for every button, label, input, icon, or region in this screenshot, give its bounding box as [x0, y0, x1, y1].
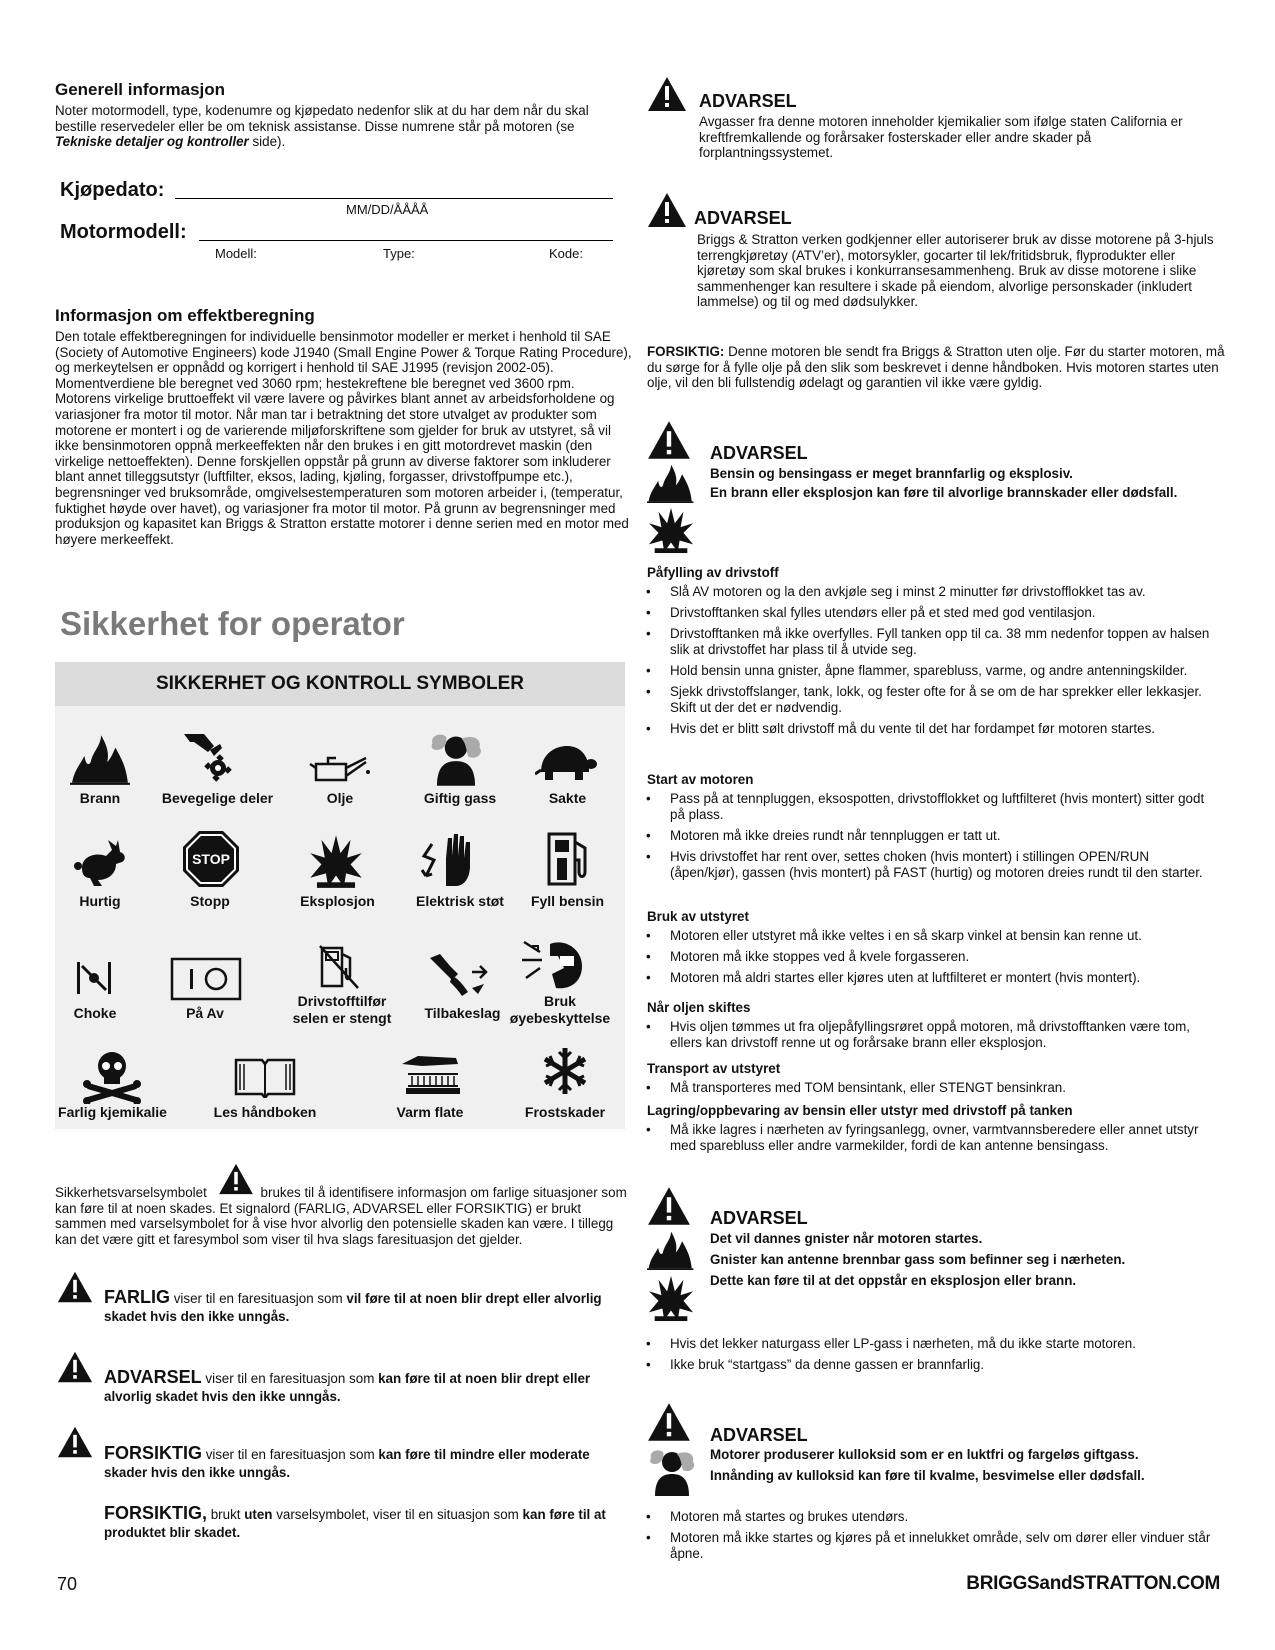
fast-label: Hurtig: [79, 893, 121, 909]
notice-definition: FORSIKTIG, brukt uten varselsymbolet, viser til en situasjon som kan føre til at produktet blir skadet.: [104, 1503, 606, 1540]
fuel-label: Fyll bensin: [530, 893, 605, 909]
toxic-gas-label: Giftig gass: [423, 790, 497, 806]
power-rating-text: Den totale effektberegningen for individuelle bensinmotor modeller er merket i henhold til SAE (Society of Automotive Engineers) kode J1940 (Small Engine Power & Torque Rating Procedure), og merkeytelsen er oppnådd og korrigert i henhold til SAE J1995 (revisjon 2002-05). Momentverdiene ble beregnet ved 3060 rpm; hestekreftene ble beregnet ved 3600 rpm. Motorens virkelige bruttoeffekt vil være lavere og påvirkes blant annet av arbeidsforholdene og variasjoner fra motor til motor. Når man tar i betraktning det store utvalget av produkter som motorene er montert i og de varierende miljøforskriftene som gjelder for bruk av utstyret, så vil ikke bensinmotoren oppnå merkeeffekten når den brukes i en gitt motordrevet maskin (den virkelige nettoeffekten). Denne forskjellen oppstår på grunn av diverse faktorer som inkluderer blant annet tilleggsutstyr (luftfilter, eksos, lading, kjøling, forgasser, drivstoffpumpe etc.), begrensninger ved bruksområde, omgivelsestemperaturen som motoren arbeider i, (temperatur, fuktighet høyde over havet), og variasjoner fra motor til motor. På grunn av begrensninger med produksjon og kapasitet kan Briggs & Stratton erstatte motorer i denne serien med en motor med høyere merkeeffekt.: [55, 329, 632, 547]
warning-4-triangle-icon: [647, 1186, 691, 1226]
list-item: • Hold bensin unna gnister, åpne flammer, sparebluss, varme, og andre antenningskilder.: [645, 663, 1225, 679]
frostbite-snowflake-icon: [540, 1046, 590, 1096]
on-off-icon: [170, 957, 242, 1001]
list-item: • Hvis oljen tømmes ut fra oljepåfyllingsrøret oppå motoren, må drivstofftanken være tom, ellers kan drivstoff renne ut og forårsake brann eller eksplosjon.: [645, 1019, 1225, 1051]
website-url: BRIGGSandSTRATTON.COM: [966, 1573, 1220, 1594]
caution-no-oil-text: FORSIKTIG: Denne motoren ble sendt fra Briggs & Stratton uten olje. Før du starter motoren, må du sørge for å fylle olje på den slik som beskrevet i denne håndboken. Hvis motoren startes uten olje, vil den bli fullstendig ødelagt og garantien vil ikke være gyldig.: [647, 344, 1225, 391]
list-item: • Ikke bruk “startgass” da denne gassen er brannfarlig.: [645, 1357, 1225, 1373]
choke-label: Choke: [73, 1005, 117, 1021]
stop-sign-icon: [182, 830, 240, 888]
power-rating-title: Informasjon om effektberegning: [55, 306, 315, 325]
list-item: • Slå AV motoren og la den avkjøle seg i minst 2 minutter før drivstofflokket tas av.: [645, 584, 1225, 600]
hot-surface-label: Varm flate: [396, 1104, 464, 1120]
moving-parts-icon: [180, 730, 236, 786]
fuel-shutoff-label: Drivstofftilfør selen er stengt: [292, 993, 392, 1026]
type-label: Type:: [383, 246, 415, 261]
warning-3-explosion-icon: [647, 506, 695, 554]
stop-sign-text: STOP: [192, 851, 230, 867]
danger-definition: FARLIG viser til en faresituasjon som vil føre til at noen blir drept eller alvorlig skadet hvis den ikke unngås.: [104, 1287, 602, 1324]
warning-5-toxic-gas-icon: [647, 1448, 697, 1498]
warning-4-line-3: Dette kan føre til at det oppstår en eksplosjon eller brann.: [710, 1273, 1077, 1288]
list-item: • Motoren må startes og brukes utendørs.: [645, 1509, 1225, 1525]
danger-triangle-icon: [57, 1270, 93, 1304]
warning-5-triangle-icon: [647, 1402, 691, 1442]
chemical-label: Farlig kjemikalie: [58, 1104, 167, 1120]
equipment-use-title: Bruk av utstyret: [647, 909, 749, 924]
warning-3-title: ADVARSEL: [710, 443, 808, 463]
choke-icon: [74, 958, 114, 998]
kickback-label: Tilbakeslag: [424, 1005, 501, 1021]
warning-1-triangle-icon: [647, 76, 687, 112]
list-item: • Motoren eller utstyret må ikke veltes i en så skarp vinkel at bensin kan renne ut.: [645, 928, 1225, 944]
warning-4-explosion-icon: [647, 1274, 695, 1322]
frostbite-label: Frostskader: [524, 1104, 606, 1120]
warning-2-triangle-icon: [647, 192, 687, 228]
electric-shock-label: Elektrisk støt: [416, 893, 504, 909]
warning-5-title: ADVARSEL: [710, 1425, 808, 1445]
storage-list: [645, 1122, 1225, 1159]
rabbit-icon: [72, 838, 128, 888]
warning-3-triangle-icon: [647, 420, 691, 460]
moving-parts-label: Bevegelige deler: [161, 790, 274, 806]
warning-triangle-icon: [57, 1350, 93, 1384]
turtle-icon: [535, 742, 597, 782]
list-item: • Hvis det lekker naturgass eller LP-gass i nærheten, må du ikke starte motoren.: [645, 1336, 1225, 1352]
warning-4-title: ADVARSEL: [710, 1208, 808, 1228]
fire-icon: [70, 733, 132, 785]
fuel-pump-icon: [545, 832, 593, 888]
eye-protection-icon: [520, 938, 586, 992]
oil-can-icon: [308, 752, 372, 784]
explosion-label: Eksplosjon: [300, 893, 375, 909]
eye-protection-label: Bruk øyebeskyttelse: [509, 993, 611, 1026]
equipment-use-list: [645, 928, 1225, 991]
list-item: • Motoren må ikke startes og kjøres på et innelukket område, selv om dører eller vinduer står åpne.: [645, 1530, 1225, 1562]
code-label: Kode:: [549, 246, 583, 261]
transport-list: [645, 1080, 1225, 1101]
warning-4-line-2: Gnister kan antenne brennbar gass som befinner seg i nærheten.: [710, 1252, 1126, 1267]
warning-2-title: ADVARSEL: [694, 208, 792, 228]
list-item: • Hvis drivstoffet har rent over, settes choken (hvis montert) i stillingen OPEN/RUN (åpen/kjør), gassen (hvis montert) på FAST (hurtig) og motoren dreies rundt til den starter.: [645, 849, 1215, 881]
purchase-date-label: Kjøpedato:: [60, 179, 165, 201]
list-item: • Må ikke lagres i nærheten av fyringsanlegg, ovner, varmtvannsberedere eller annet utstyr med sparebluss eller andre varmekilder, fordi de kan antenne bensingass.: [645, 1122, 1225, 1154]
general-info-title: Generell informasjon: [55, 80, 226, 99]
list-item: • Motoren må ikke stoppes ved å kvele forgasseren.: [645, 949, 1225, 965]
fire-label: Brann: [79, 790, 121, 806]
list-item: • Pass på at tennpluggen, eksospotten, drivstofflokket og luftfilteret (hvis montert) sitter godt på plass.: [645, 791, 1215, 823]
carbon-monoxide-list: [645, 1509, 1225, 1567]
caution-definition: FORSIKTIG viser til en faresituasjon som kan føre til mindre eller moderate skader hvis den ikke unngås.: [104, 1443, 590, 1480]
spark-list: [645, 1336, 1225, 1378]
page-number: 70: [57, 1574, 78, 1594]
warning-1-text: Avgasser fra denne motoren inneholder kjemikalier som ifølge staten California er kreftfremkallende og forårsaker fosterskader eller andre skader på forplantningssystemet.: [699, 114, 1183, 161]
hot-surface-icon: [398, 1052, 464, 1096]
engine-model-line: [199, 240, 613, 241]
caution-triangle-icon: [57, 1425, 93, 1459]
warning-4-fire-icon: [647, 1230, 695, 1270]
stop-label: Stopp: [190, 893, 230, 909]
starting-title: Start av motoren: [647, 772, 754, 787]
electric-shock-icon: [420, 832, 480, 888]
list-item: • Må transporteres med TOM bensintank, eller STENGT bensinkran.: [645, 1080, 1225, 1096]
fueling-list: [645, 584, 1225, 742]
list-item: • Hvis det er blitt sølt drivstoff må du vente til det har fordampet før motoren startes.: [645, 721, 1225, 737]
slow-label: Sakte: [548, 790, 587, 806]
warning-2-text: Briggs & Stratton verken godkjenner eller autoriserer bruk av disse motorene på 3-hjuls terrengkjøretøy (ATV’er), motorsykler, gocarter til lek/fritidsbruk, flyprodukter eller kjøretøy som skal brukes i konkurransesammenheng. Bruk av disse motorene i slike sammenhenger kan resultere i skade på eiendom, alvorlige personskader (inkludert lammelse) og til og med dødsulykker.: [697, 232, 1214, 310]
warning-5-line-1: Motorer produserer kulloksid som er en luktfri og fargeløs giftgass.: [710, 1447, 1139, 1462]
warning-3-fire-icon: [647, 463, 695, 503]
fueling-title: Påfylling av drivstoff: [647, 565, 779, 580]
transport-title: Transport av utstyret: [647, 1061, 781, 1076]
symbols-header: SIKKERHET OG KONTROLL SYMBOLER: [55, 662, 625, 706]
fuel-shutoff-icon: [318, 944, 362, 990]
general-info-text: Noter motormodell, type, kodenumre og kjøpedato nedenfor slik at du har dem når du skal bestille reservedeler eller be om teknisk assistanse. Disse numrene står på motoren (se Tekniske detaljer og kontroller side).: [55, 103, 589, 150]
warning-3-line-2: En brann eller eksplosjon kan føre til alvorlige brannskader eller dødsfall.: [710, 485, 1178, 500]
warning-definition: ADVARSEL viser til en faresituasjon som kan føre til at noen blir drept eller alvorlig skadet hvis den ikke unngås.: [104, 1367, 591, 1404]
operator-safety-title: Sikkerhet for operator: [60, 605, 405, 642]
storage-title: Lagring/oppbevaring av bensin eller utstyr med drivstoff på tanken: [647, 1103, 1073, 1118]
toxic-gas-icon: [428, 732, 484, 788]
model-label: Modell:: [215, 246, 257, 261]
oil-change-title: Når oljen skiftes: [647, 1000, 751, 1015]
on-off-label: På Av: [186, 1005, 224, 1021]
alert-intro-text: Sikkerhetsvarselsymbolet brukes til å identifisere informasjon om farlige situasjoner som kan føre til at noen skades. Et signalord (FARLIG, ADVARSEL eller FORSIKTIG) er brukt sammen med varselsymbolet for å vise hvor alvorlig den potensielle skaden kan være. I tillegg kan det være gitt et faresymbol som viser til hva slags faresituasjon det gjelder.: [55, 1185, 627, 1247]
list-item: • Motoren må ikke dreies rundt når tennpluggen er tatt ut.: [645, 828, 1215, 844]
warning-3-line-1: Bensin og bensingass er meget brannfarlig og eksplosiv.: [710, 466, 1073, 481]
list-item: • Sjekk drivstoffslanger, tank, lokk, og fester ofte for å se om de har sprekker eller lekkasjer. Skift ut der det er nødvendig.: [645, 684, 1225, 716]
chemical-skull-icon: [82, 1048, 142, 1104]
engine-model-label: Motormodell:: [60, 221, 187, 243]
date-format-hint: MM/DD/ÅÅÅÅ: [346, 202, 429, 217]
oil-label: Olje: [326, 790, 354, 806]
list-item: • Drivstofftanken skal fylles utendørs eller på et sted med god ventilasjon.: [645, 605, 1225, 621]
purchase-date-line: [175, 198, 613, 199]
manual-label: Les håndboken: [213, 1104, 317, 1120]
kickback-icon: [428, 952, 492, 998]
starting-list: [645, 791, 1215, 886]
explosion-icon: [308, 833, 364, 889]
warning-4-line-1: Det vil dannes gnister når motoren startes.: [710, 1231, 983, 1246]
warning-1-title: ADVARSEL: [699, 91, 797, 111]
list-item: • Drivstofftanken må ikke overfylles. Fyll tanken opp til ca. 38 mm nedenfor toppen av halsen slik at drivstoffet har plass til å utvide seg.: [645, 626, 1225, 658]
warning-5-line-2: Innånding av kulloksid kan føre til kvalme, besvimelse eller dødsfall.: [710, 1468, 1145, 1483]
oil-change-list: [645, 1019, 1225, 1056]
manual-book-icon: [232, 1054, 298, 1098]
list-item: • Motoren må aldri startes eller kjøres uten at luftfilteret er montert (hvis montert).: [645, 970, 1225, 986]
